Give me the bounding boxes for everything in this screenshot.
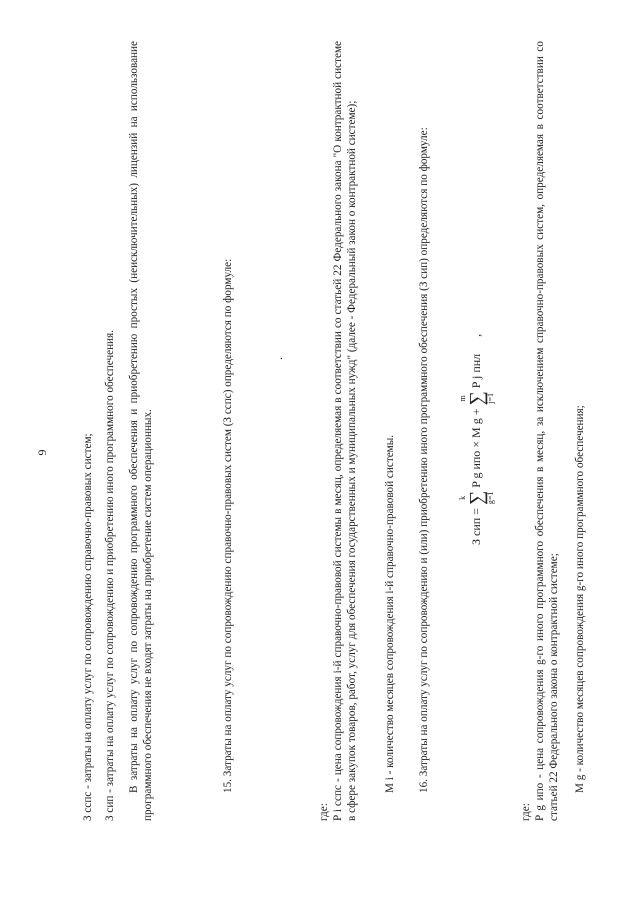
def-zsip: З сип - затраты на оплату услуг по сопровождению и приобретению иного программного обеспечения.: [104, 330, 116, 821]
def-mg: M g - количество месяцев сопровождения g-го иного программного обеспечения;: [574, 405, 586, 793]
paragraph-intro: В затраты на оплату услуг по сопровождению программного обеспечения и приобретению простых (неисключительных) лицензий на использование программного обеспечения не входят затраты на приобретение систем операционных.: [128, 41, 154, 821]
def-pg-ipo: P g ипо - цена сопровождения g-го иного программного обеспечения в месяц, за исключением справочно-правовых систем, определяемая в соответствии со статьей 22 Федерального закона о контрактной системе;: [534, 41, 560, 821]
sigma-icon: ∑: [466, 391, 488, 406]
def-zsspc: З сспс - затраты на оплату услуг по сопровождению справочно-правовых систем;: [82, 433, 94, 821]
sum-g-bottom: g=1: [486, 491, 495, 505]
formula-placeholder: .: [271, 357, 285, 360]
sum-j-top: m: [458, 395, 467, 402]
sum-j-bottom: j=1: [486, 393, 495, 404]
where-label-1: где:: [318, 803, 330, 821]
sum-j: [458, 391, 496, 405]
sum-g: [458, 491, 496, 505]
formula-term-1: P g ипо × M g +: [468, 405, 483, 488]
formula-zsip: [458, 334, 496, 545]
paragraph-16: 16. Затраты на оплату услуг по сопровождению и (или) приобретению иного программного обеспечения (З сип) определяются по формуле:: [418, 127, 430, 793]
sum-g-top: k: [458, 495, 467, 500]
def-pi-sspc: P i сспс - цена сопровождения i-й справочно-правовой системы в месяц, определяемая в соответствии со статьей 22 Федерального закона "О контрактной системе в сфере закупок товаров, работ, услуг для обеспечения государственных и муниципальных нужд" (далее - Федеральный закон о контрактной системе);: [332, 41, 358, 821]
sigma-icon: ∑: [466, 490, 488, 506]
def-mi: M i - количество месяцев сопровождения i-й справочно-правовой системы.: [384, 434, 396, 793]
page-number: 9: [35, 449, 49, 456]
formula-lhs: З сип =: [468, 505, 483, 545]
formula-term-2: P j пнл: [468, 353, 483, 389]
where-label-2: где:: [520, 803, 532, 821]
formula-tail: ,: [468, 333, 483, 337]
paragraph-15: 15. Затраты на оплату услуг по сопровождению справочно-правовых систем (З сспс) определяются по формуле:: [222, 258, 234, 793]
